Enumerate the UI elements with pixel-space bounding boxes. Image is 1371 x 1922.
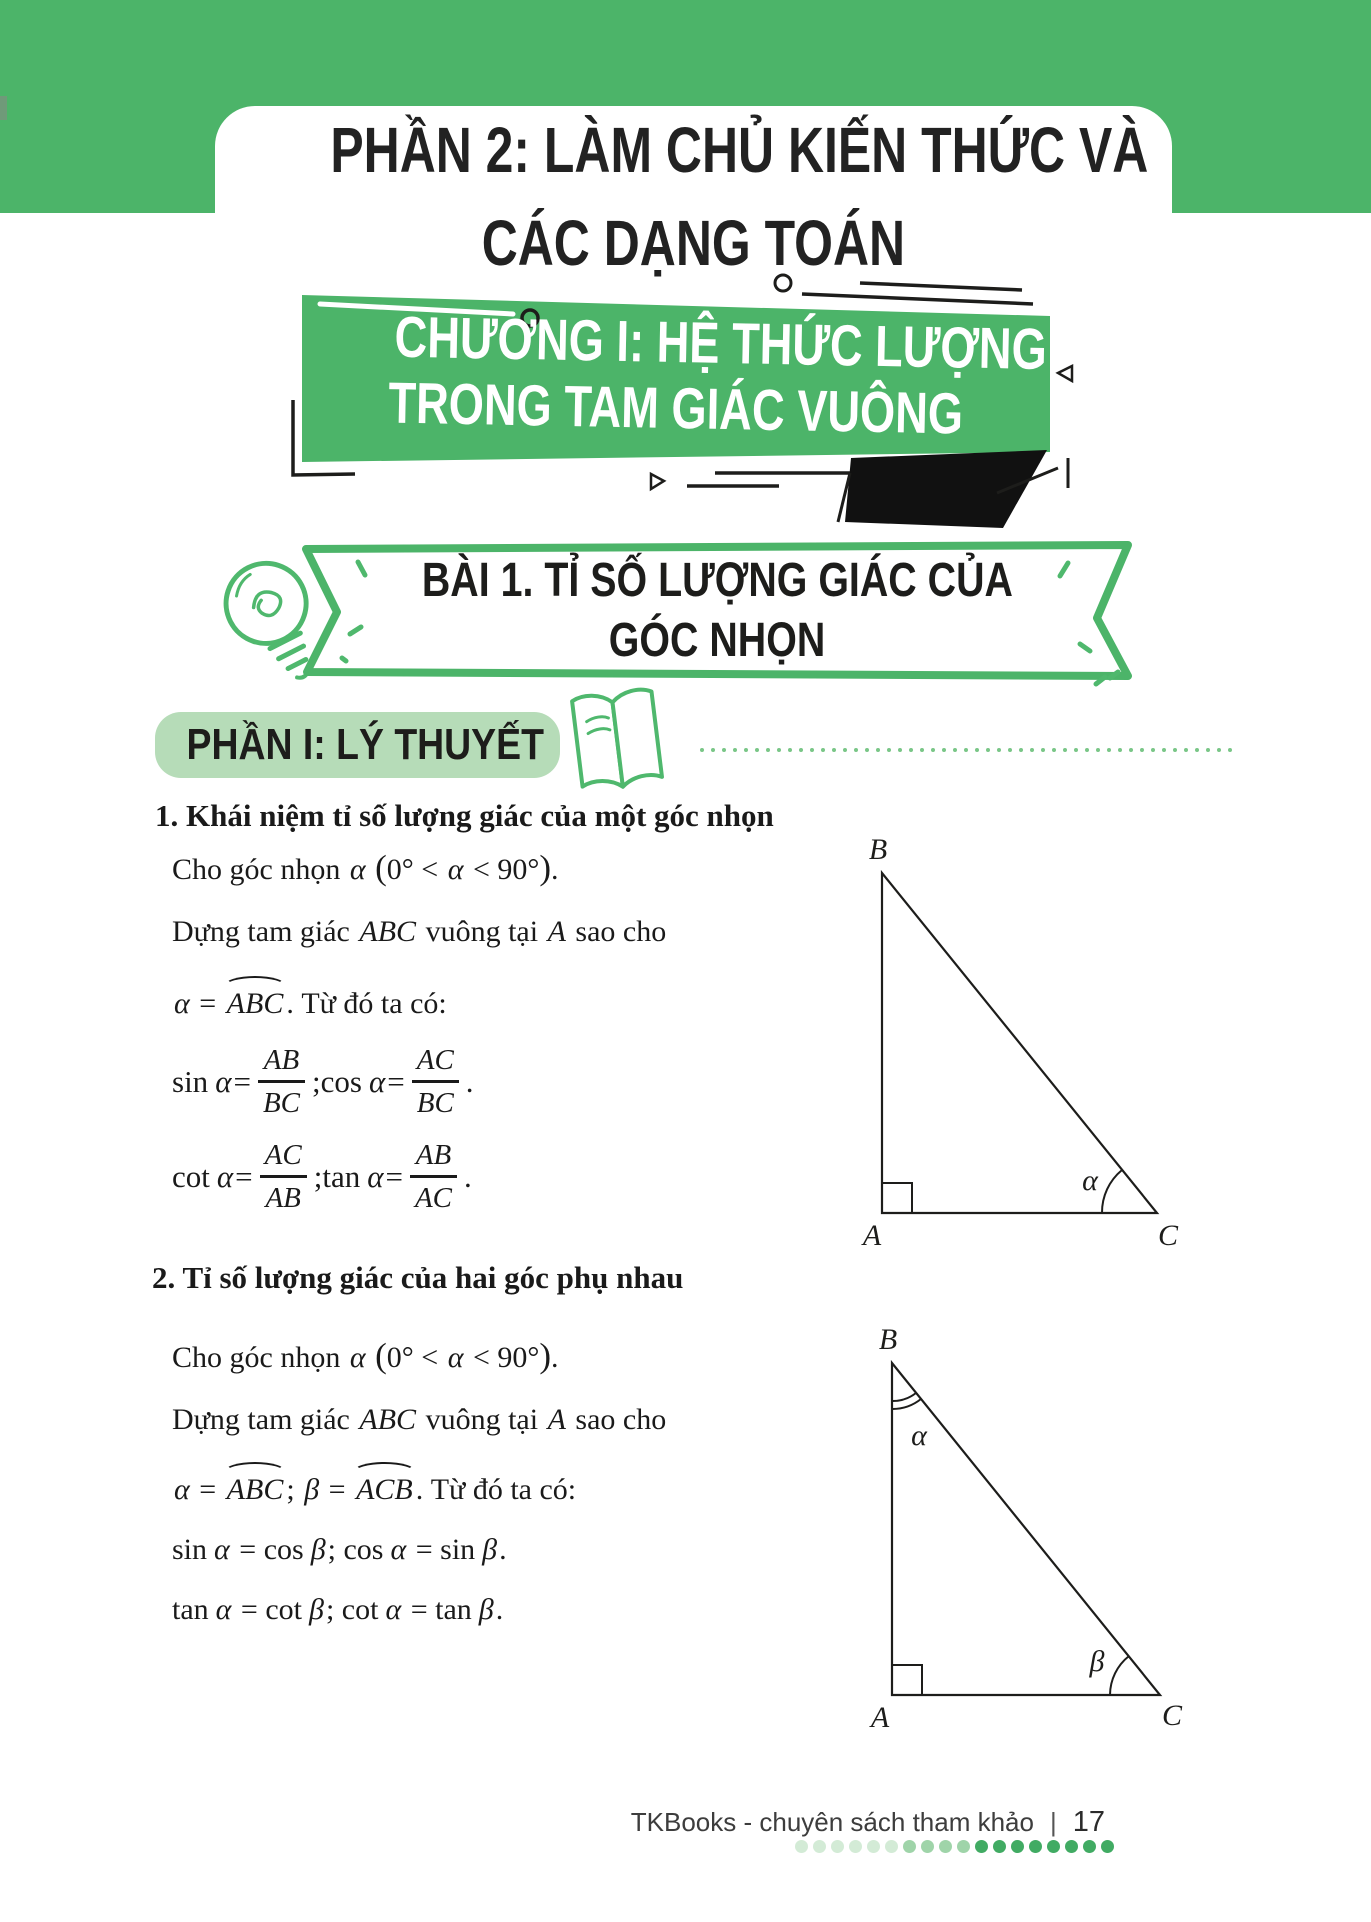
text-line: Dựng tam giác ABC vuông tại A sao cho bbox=[172, 1403, 667, 1436]
section2-heading: 2. Tỉ số lượng giác của hai góc phụ nhau bbox=[152, 1260, 684, 1295]
angle-label-beta: β bbox=[1089, 1645, 1105, 1678]
left-edge-mark bbox=[0, 96, 7, 120]
triangle-diagram-2 bbox=[845, 1325, 1205, 1755]
right-angle-mark bbox=[882, 1183, 912, 1213]
angle-label-alpha: α bbox=[911, 1419, 927, 1452]
formula-line: cot α = $\frac{AC}{AB}$ ; tan α = $\frac{AB}{AC}$ . bbox=[172, 1139, 472, 1214]
section2-paragraph bbox=[172, 1336, 666, 1630]
section1-paragraph bbox=[172, 848, 666, 1024]
triangle-outline bbox=[882, 873, 1157, 1213]
section1-heading: 1. Khái niệm tỉ số lượng giác của một góc nhọn bbox=[155, 798, 774, 833]
text-line: Cho góc nhọn α (0° < α < 90°). bbox=[172, 1336, 559, 1375]
angle-arc-C bbox=[1102, 1170, 1122, 1213]
deco-line bbox=[802, 294, 1033, 304]
dotted-leader-line bbox=[700, 748, 1232, 752]
section1-formulas bbox=[172, 1042, 474, 1216]
deco-circle bbox=[775, 275, 791, 291]
text-line: α = ABC ; β = ACB . Từ đó ta có: bbox=[172, 1462, 666, 1510]
angle-label-alpha: α bbox=[1082, 1164, 1098, 1197]
triangle-diagram-1 bbox=[840, 835, 1200, 1265]
triangle-outline bbox=[892, 1363, 1160, 1695]
formula-line: tan α = cot β; cot α = tan β. bbox=[172, 1593, 504, 1626]
chapter-title-line1: CHƯƠNG I: HỆ THỨC LƯỢNG bbox=[394, 304, 1048, 383]
lesson-title bbox=[337, 551, 1097, 671]
banner-fold-shadow bbox=[845, 450, 1047, 528]
lesson-title-line2: GÓC NHỌN bbox=[608, 614, 826, 667]
text-line: Dựng tam giác ABC vuông tại A sao cho bbox=[172, 915, 667, 948]
vertex-label-B: B bbox=[878, 1325, 898, 1356]
text-line: Cho góc nhọn α (0° < α < 90°). bbox=[172, 848, 559, 887]
part-title-line1: PHẦN 2: LÀM CHỦ KIẾN THỨC VÀ bbox=[330, 114, 1149, 186]
page-number: 17 bbox=[1072, 1806, 1105, 1838]
book-icon bbox=[560, 680, 680, 815]
lesson-title-line1: BÀI 1. TỈ SỐ LƯỢNG GIÁC CỦA bbox=[421, 554, 1013, 607]
formula-line: sin α = cos β; cos α = sin β. bbox=[172, 1533, 507, 1566]
footer bbox=[600, 1806, 1105, 1839]
vertex-label-A: A bbox=[870, 1701, 890, 1734]
footer-brand: TKBooks - chuyên sách tham khảo bbox=[630, 1807, 1034, 1837]
footer-separator: | bbox=[1049, 1807, 1057, 1837]
chapter-title bbox=[301, 303, 1051, 449]
vertex-label-A: A bbox=[862, 1219, 882, 1252]
deco-triangle-right bbox=[651, 474, 664, 489]
part-title-line2: CÁC DẠNG TOÁN bbox=[481, 207, 906, 279]
formula-line: sin α = $\frac{AB}{BC}$ ; cos α = $\frac{AC}{BC}$ . bbox=[172, 1044, 474, 1119]
angle-arc-B-inner bbox=[892, 1393, 916, 1401]
vertex-label-C: C bbox=[1161, 1699, 1183, 1732]
right-angle-mark bbox=[892, 1665, 922, 1695]
deco-triangle-left bbox=[1058, 366, 1072, 381]
text-line: α = ABC . Từ đó ta có: bbox=[172, 976, 666, 1024]
theory-section-badge: PHẦN I: LÝ THUYẾT bbox=[155, 712, 560, 778]
vertex-label-C: C bbox=[1157, 1219, 1179, 1252]
vertex-label-B: B bbox=[868, 835, 888, 866]
angle-arc-C bbox=[1110, 1656, 1129, 1695]
deco-line bbox=[860, 283, 1022, 290]
footer-dots-decoration bbox=[795, 1840, 1114, 1853]
chapter-title-line2: TRONG TAM GIÁC VUÔNG bbox=[387, 370, 964, 447]
